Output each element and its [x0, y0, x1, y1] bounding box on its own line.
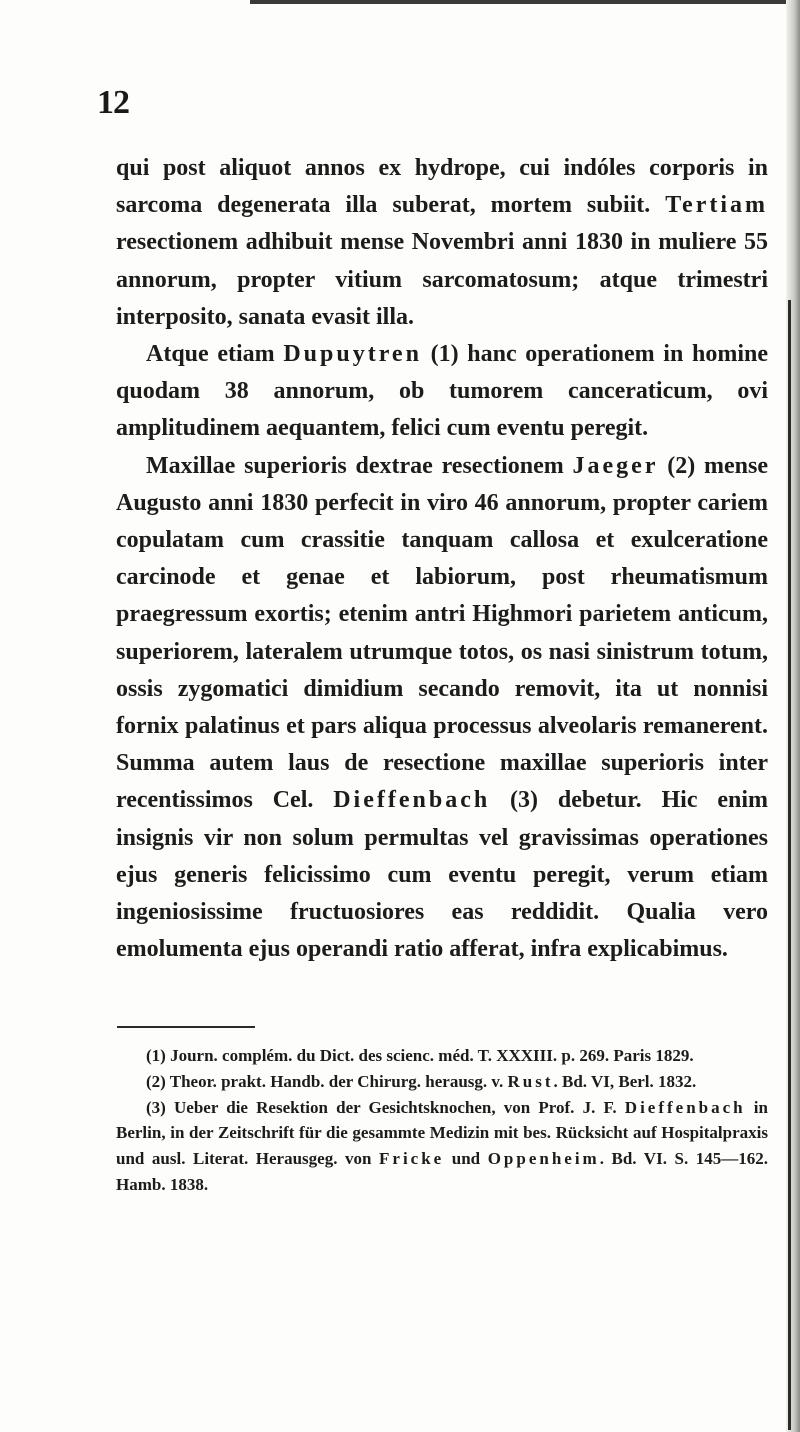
footnote-2: (2) Theor. prakt. Handb. der Chirurg. herausg. v. Rust. Bd. VI, Berl. 1832.: [146, 1071, 697, 1091]
author-dupuytren: Dupuytren: [283, 341, 422, 368]
paragraph-2: Atque etiam Dupuytren (1) hanc operationem in homine quodam 38 annorum, ob tumorem canceraticum, ovi amplitudinem aequantem, felici cum eventu peregit.: [116, 341, 768, 442]
footnotes: [116, 1043, 768, 1198]
paragraph-3: Maxillae superioris dextrae resectionem Jaeger (2) mense Augusto anni 1830 perfecit in viro 46 annorum, propter cariem copulatam cum crassitie tanquam callosa et exulceratione carcinode et genae et labiorum, post rheumatismum praegressum exortis; etenim antri Highmori parietem anticum, superiorem, lateralem utrumque totos, os nasi sinistrum totum, ossis zygomatici dimidium secando removit, ita ut nonnisi fornix palatinus et pars aliqua processus alveolaris remanerent. Summa autem laus de resectione maxillae superioris inter recentissimos Cel. Dieffenbach (3) debetur. Hic enim insignis vir non solum permultas vel gravissimas operationes ejus generis felicissimo cum eventu peregit, verum etiam ingeniosissime fructuosiores eas reddidit. Qualia vero emolumenta ejus operandi ratio afferat, infra explicabimus.: [116, 452, 769, 963]
author-dieffenbach: Dieffenbach: [333, 787, 491, 814]
footnote-3: (3) Ueber die Resektion der Gesichtsknochen, von Prof. J. F. Dieffenbach in Berlin, in der Zeitschrift für die gesammte Medizin mit bes. Rücksicht auf Hospitalpraxis und ausl. Literat. Herausgeg. von Fricke und Oppenheim. Bd. VI. S. 145—162. Hamb. 1838.: [116, 1097, 768, 1194]
main-text: [116, 150, 768, 968]
footnote-separator: [117, 1026, 255, 1028]
right-margin-rule: [788, 300, 791, 1430]
footnote-1: (1) Journ. complém. du Dict. des scienc. méd. T. XXXIII. p. 269. Paris 1829.: [146, 1046, 694, 1065]
editor-fricke: Fricke: [379, 1149, 445, 1169]
author-dieffenbach-fn: Dieffenbach: [624, 1097, 746, 1117]
author-rust: Rust: [507, 1071, 554, 1091]
page-number: 12: [97, 84, 129, 121]
paragraph-1: qui post aliquot annos ex hydrope, cui indóles corporis in sarcoma degenerata illa suberat, mortem subiit. Tertiam resectionem adhibuit mense Novembri anni 1830 in muliere 55 annorum, propter vitium sarcomatosum; atque trimestri interposito, sanata evasit illa.: [116, 155, 768, 330]
author-jaeger: Jaeger: [572, 452, 659, 479]
emphasis-tertiam: Tertiam: [665, 192, 768, 219]
top-edge-rule: [250, 0, 800, 4]
editor-oppenheim: Oppenheim: [487, 1149, 600, 1169]
